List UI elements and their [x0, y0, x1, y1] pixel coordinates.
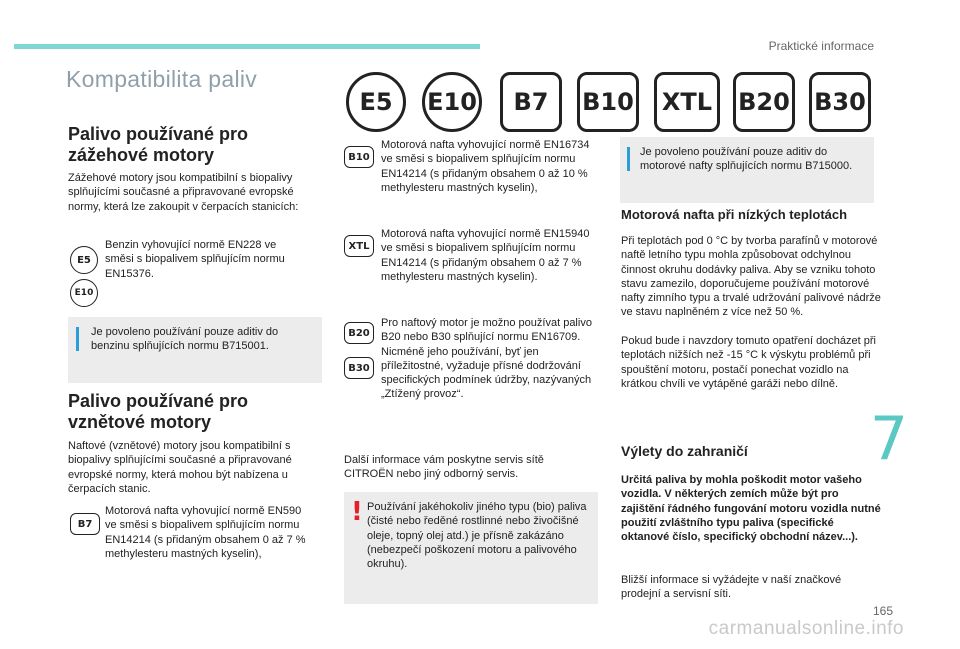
abroad-text: Bližší informace si vyžádejte v naší značkové prodejní a servisní síti.: [621, 574, 842, 601]
badge-b10: B10: [344, 146, 374, 168]
badge-b10-large: B10: [577, 72, 639, 132]
petrol-intro: Zážehové motory jsou kompatibilní s biopalivy splňujícími současné a připravované evropské normy, která lze zakoupit v čerpacích stanicích:: [68, 172, 299, 213]
watermark: carmanualsonline.info: [708, 618, 904, 639]
badge-e10: E10: [70, 279, 98, 307]
diesel-b10-text: Motorová nafta vyhovující normě EN16734 ve směsi s biopalivem splňujícím normu EN14214 (s přidaným obsahem 0 až 10 % methylesteru mastných kyselin),: [381, 139, 590, 194]
info-icon: [76, 327, 79, 351]
cold-text-1: Při teplotách pod 0 °C by tvorba parafínů v motorové naftě letního typu mohla způsobovat odchylnou činnost okruhu dodávky paliva. Aby se vzniku tohoto stavu zamezilo, doporučujeme používání motorové nafty zimního typu a trvalé udržování palivové nádrže ve stavu naplněném z více než 50 %.: [621, 235, 881, 319]
badge-e5-large: E5: [346, 72, 406, 132]
warning-icon: !: [351, 497, 363, 527]
badge-xtl-large: XTL: [654, 72, 720, 132]
page-title: Kompatibilita paliv: [66, 66, 258, 92]
section-label: Praktické informace: [768, 39, 874, 53]
diesel-xtl-text: Motorová nafta vyhovující normě EN15940 ve směsi s biopalivem splňujícím normu EN14214 (s přidaným obsahem 0 až 7 % methylesteru mastných kyselin).: [381, 228, 590, 283]
chapter-number: 7: [869, 404, 908, 474]
header-accent-bar: [14, 44, 480, 49]
diesel-b20-text: Pro naftový motor je možno používat palivo B20 nebo B30 splňující normu EN16709. Nicméně jeho používání, byť jen příležitostné, vyžaduje přísné dodržování specifických podmínek údržby, nazývaných „Ztížený provoz“.: [381, 317, 592, 401]
more-info-text: Další informace vám poskytne servis sítě CITROËN nebo jiný odborný servis.: [344, 454, 544, 481]
diesel-b7-text: Motorová nafta vyhovující normě EN590 ve směsi s biopalivem splňujícím normu EN14214 (s přidaným obsahem 0 až 7 % methylesteru mastných kyselin),: [105, 505, 306, 560]
badge-b7-large: B7: [500, 72, 562, 132]
abroad-bold-text: Určitá paliva by mohla poškodit motor vašeho vozidla. V některých zemích může být pro zajištění řádného fungování motoru vozidla nutné použití zvláštního typu paliva (specifické oktanové číslo, specifický obchodní název...).: [621, 474, 881, 544]
diesel-intro: Naftové (vznětové) motory jsou kompatibilní s biopalivy splňujícími současné a připravované evropské normy, která mohou být nabízena u čerpacích stanic.: [68, 440, 292, 495]
badge-b20: B20: [344, 322, 374, 344]
badge-b20-large: B20: [733, 72, 795, 132]
badge-b30: B30: [344, 357, 374, 379]
cold-heading: Motorová nafta při nízkých teplotách: [621, 207, 848, 222]
badge-b7: B7: [70, 513, 100, 535]
petrol-e-text: Benzin vyhovující normě EN228 ve směsi s biopalivem splňujícím normu EN15376.: [105, 239, 285, 280]
info-icon: [627, 147, 630, 171]
petrol-heading: Palivo používané pro zážehové motory: [68, 124, 249, 165]
diesel-info-text: Je povoleno používání pouze aditiv do motorové nafty splňujících normu B715000.: [640, 146, 853, 173]
cold-text-2: Pokud bude i navzdory tomuto opatření docházet při teplotách nižších než -15 °C k výskytu problémů při spouštění motoru, postačí ponechat vozidlo na krátkou chvíli ve vytápěné garáži nebo dílně.: [621, 335, 876, 390]
petrol-info-text: Je povoleno používání pouze aditiv do benzinu splňujících normu B715001.: [91, 326, 279, 353]
badge-e5: E5: [70, 246, 98, 274]
badge-b30-large: B30: [809, 72, 871, 132]
badge-xtl: XTL: [344, 235, 374, 257]
badge-e10-large: E10: [422, 72, 482, 132]
page-number: 165: [872, 604, 893, 618]
abroad-heading: Výlety do zahraničí: [621, 443, 748, 459]
warning-text: Používání jakéhokoliv jiného typu (bio) paliva (čisté nebo ředěné rostlinné nebo živočišné oleje, topný olej atd.) je přísně zakázáno (nebezpečí poškození motoru a palivového okruhu).: [367, 501, 587, 571]
diesel-heading: Palivo používané pro vznětové motory: [68, 391, 249, 432]
